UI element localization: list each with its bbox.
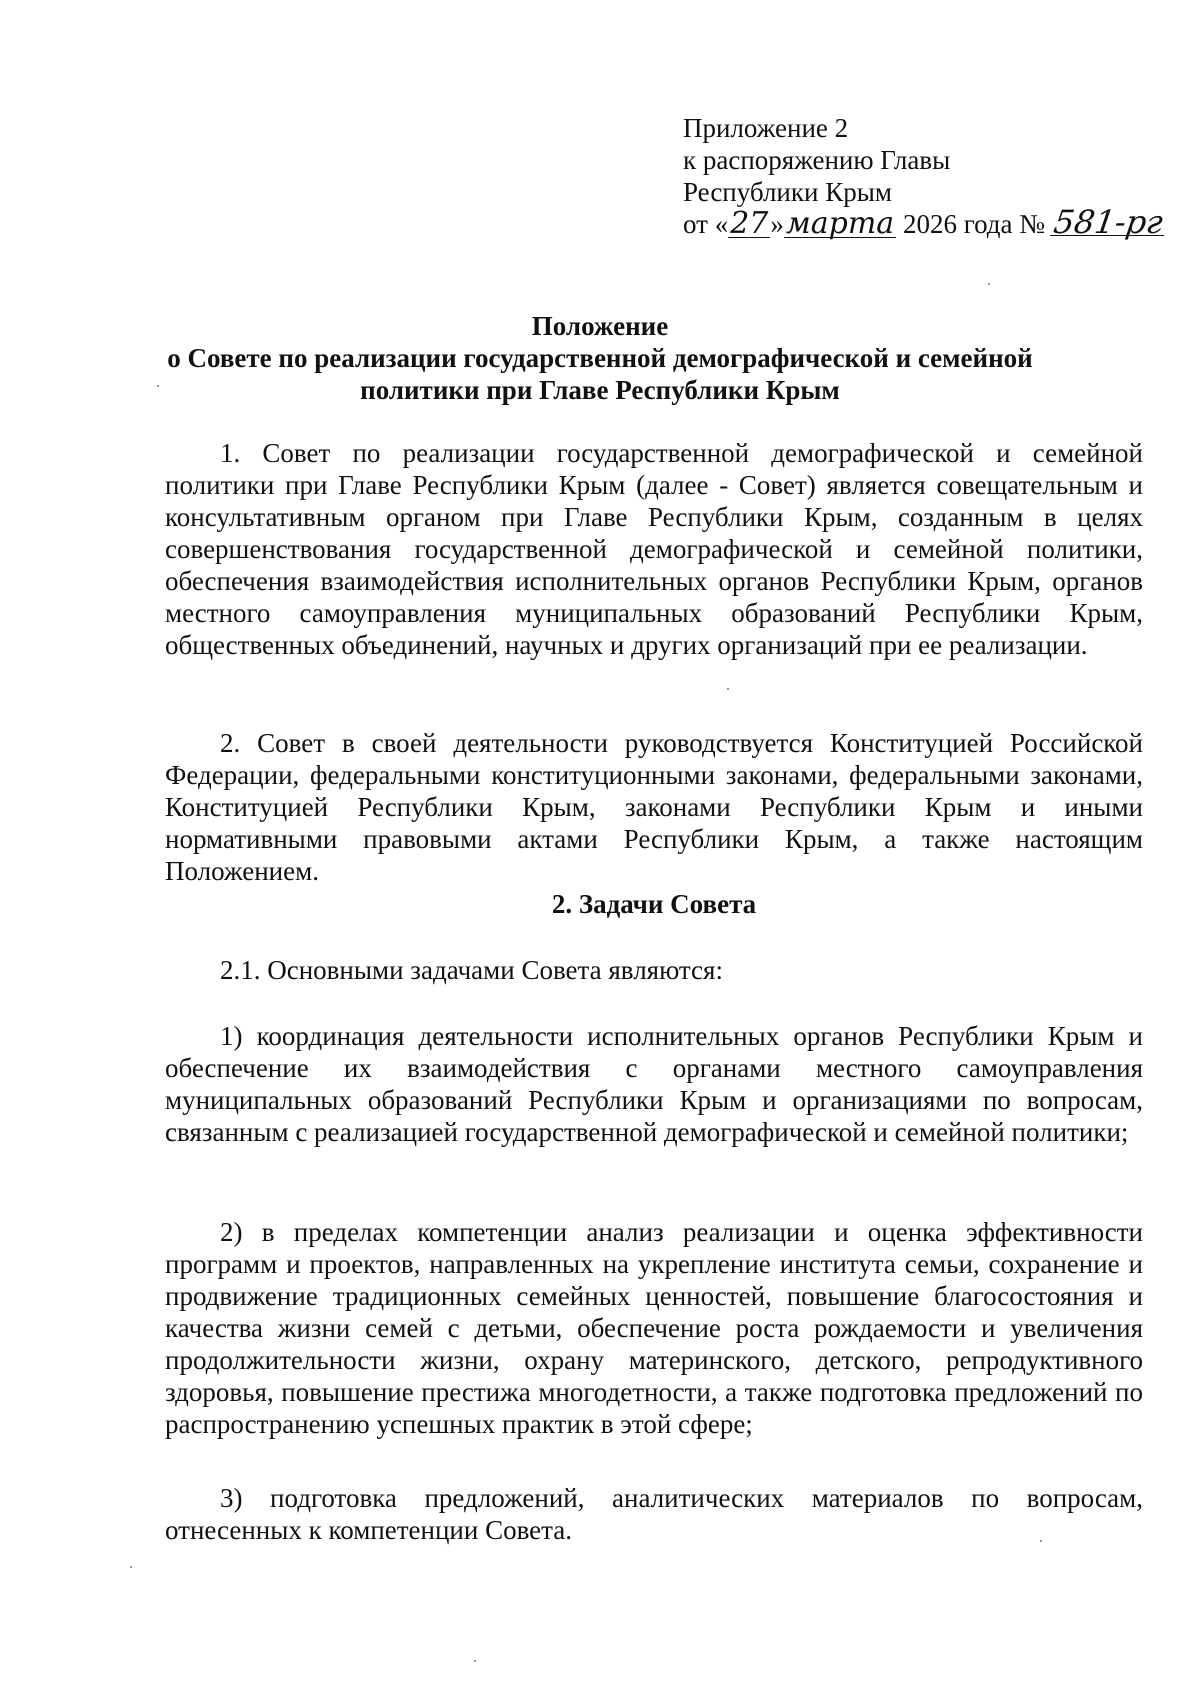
appendix-date-line — [683, 203, 1166, 241]
scan-speck — [1040, 1540, 1042, 1542]
paragraph-2: 2. Совет в своей деятельности руководствуется Конституцией Российской Федерации, федеральными конституционными законами, федеральными законами, Конституцией Республики Крым, законами Республики Крым и иными нормативными правовыми актами Республики Крым, а также настоящим Положением. — [165, 728, 1143, 886]
title-line: Положение — [531, 311, 669, 341]
scan-speck — [988, 283, 990, 285]
section-2-title: 2. Задачи Совета — [551, 889, 757, 919]
document-title — [150, 310, 1050, 406]
paragraph-1: 1. Совет по реализации государственной демографической и семейной политики при Главе Республики Крым (далее - Совет) является совещательным и консультативным органом при Главе Республики Крым, созданным в целях совершенствования государственной демографической и семейной политики, обеспечения взаимодействия исполнительных органов Республики Крым, органов местного самоуправления муниципальных образований Республики Крым, общественных объединений, научных и других организаций при ее реализации. — [165, 438, 1143, 660]
task-item-2: 2) в пределах компетенции анализ реализации и оценка эффективности программ и проектов, направленных на укрепление института семьи, сохранение и продвижение традиционных семейных ценностей, повышение благосостояния и качества жизни семей с детьми, обеспечение роста рождаемости и увеличения продолжительности жизни, охрану материнского, детского, репродуктивного здоровья, повышение престижа многодетности, а также подготовка предложений по распространению успешных практик в этой сфере; — [165, 1217, 1143, 1439]
task-item-3: 3) подготовка предложений, аналитических материалов по вопросам, отнесенных к компетенции Совета. — [165, 1483, 1143, 1545]
scan-speck — [130, 1566, 132, 1568]
date-year: 2026 года № — [896, 209, 1052, 239]
scan-speck — [474, 1660, 476, 1662]
appendix-title: Приложение 2 — [683, 113, 849, 143]
title-line: о Совете по реализации государственной демографической и семейной — [167, 343, 1033, 373]
title-line: политики при Главе Республики Крым — [360, 375, 840, 405]
handwritten-day: 27 — [730, 206, 769, 241]
scan-speck — [727, 688, 729, 690]
scan-speck — [157, 385, 159, 387]
paragraph-2-1: 2.1. Основными задачами Совета являются: — [220, 955, 723, 985]
date-prefix: от « — [683, 209, 729, 239]
appendix-ref-line: к распоряжению Главы — [683, 145, 951, 175]
handwritten-order-number: 581-рг — [1050, 209, 1168, 236]
date-quote: » — [770, 209, 784, 239]
task-item-1: 1) координация деятельности исполнительных органов Республики Крым и обеспечение их взаимодействия с органами местного самоуправления муниципальных образований Республики Крым и организациями по вопросам, связанным с реализацией государственной демографической и семейной политики; — [165, 1021, 1143, 1147]
handwritten-month: марта — [785, 206, 895, 241]
appendix-header — [683, 112, 1166, 241]
appendix-ref-line: Республики Крым — [683, 177, 892, 207]
